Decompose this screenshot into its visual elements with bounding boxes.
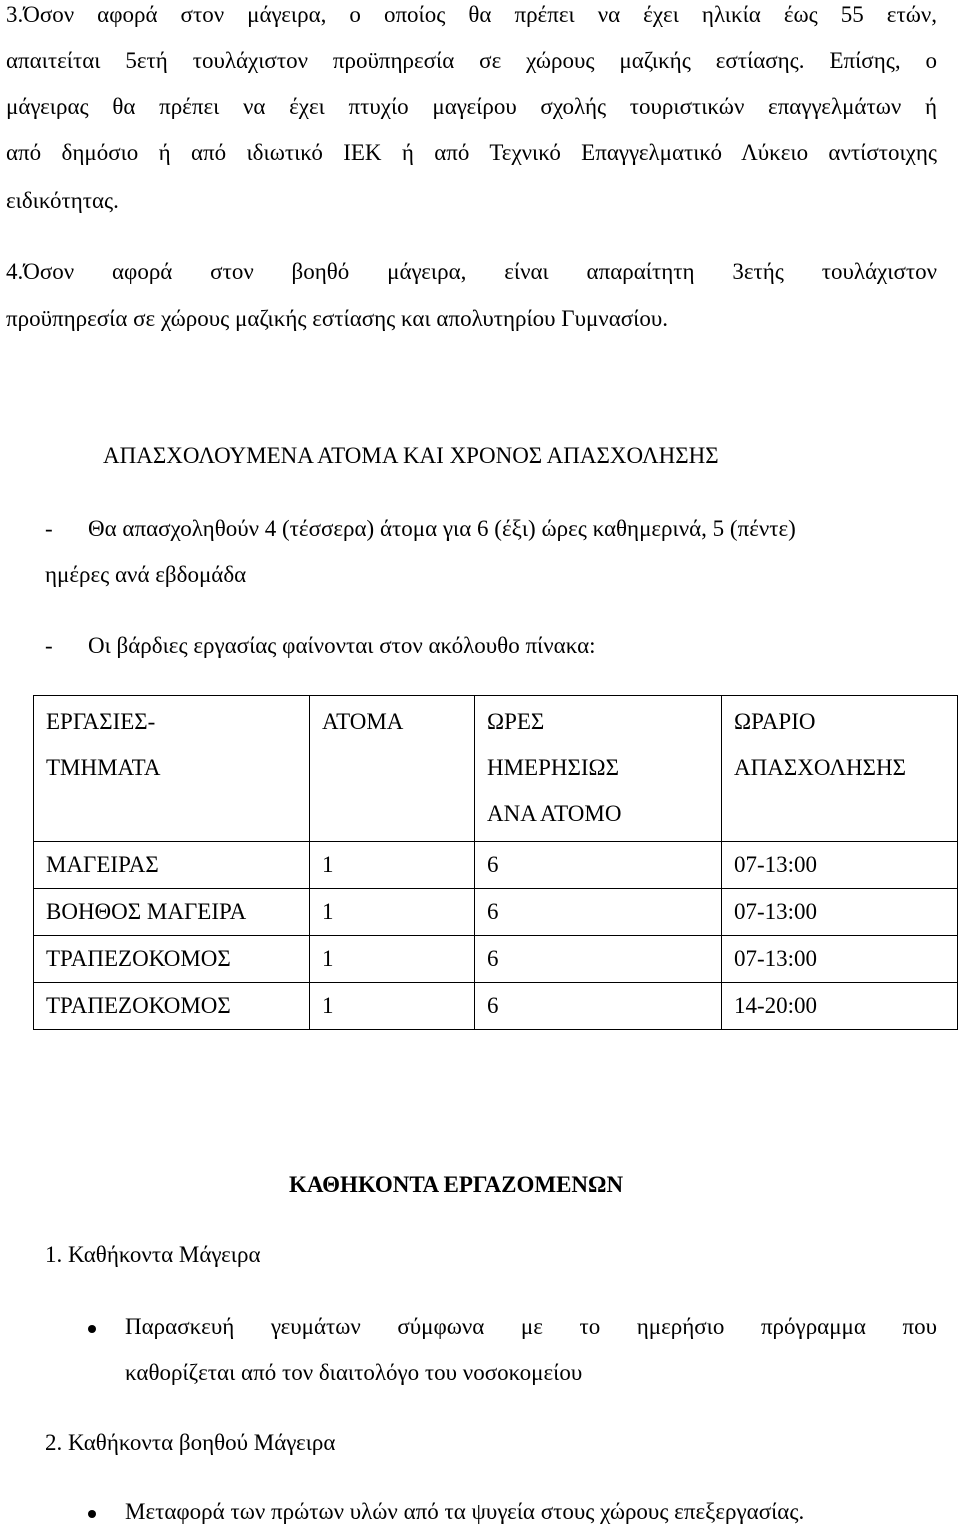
header-hours-line3: ΑΝΑ ΑΤΟΜΟ <box>487 801 622 826</box>
header-tasks-line1: ΕΡΓΑΣΙΕΣ- <box>46 709 156 734</box>
cell-persons: 1 <box>310 842 475 889</box>
cook-duties-title: 1. Καθήκοντα Μάγειρα <box>45 1242 261 1267</box>
section3-line4: από δημόσιο ή από ιδιωτικό ΙΕΚ ή από Τεχνικό Επαγγελματικό Λύκειο αντίστοιχης <box>6 140 937 165</box>
cell-hours: 6 <box>475 936 722 983</box>
cell-role: ΤΡΑΠΕΖΟΚΟΜΟΣ <box>34 983 310 1030</box>
cell-role: ΤΡΑΠΕΖΟΚΟΜΟΣ <box>34 936 310 983</box>
section3-line3: μάγειρας θα πρέπει να έχει πτυχίο μαγείρου σχολής τουριστικών επαγγελμάτων ή <box>6 94 937 119</box>
section3-line2: απαιτείται 5ετή τουλάχιστον προϋπηρεσία σε χώρους μαζικής εστίασης. Επίσης, ο <box>6 48 937 73</box>
cook-bullet-line2: καθορίζεται από τον διαιτολόγο του νοσοκομείου <box>125 1360 583 1385</box>
employment-item1-line1: Θα απασχοληθούν 4 (τέσσερα) άτομα για 6 (έξι) ώρες καθημερινά, 5 (πέντε) <box>88 516 796 541</box>
header-tasks-line2: ΤΜΗΜΑΤΑ <box>46 755 161 780</box>
dash-marker-2: - <box>45 633 53 658</box>
bullet-icon <box>88 1325 96 1333</box>
header-persons: ΑΤΟΜΑ <box>322 709 404 734</box>
duties-heading: ΚΑΘΗΚΟΝΤΑ ΕΡΓΑΖΟΜΕΝΩΝ <box>289 1172 624 1197</box>
cell-persons: 1 <box>310 983 475 1030</box>
cook-bullet-line1: Παρασκευή γευμάτων σύμφωνα με το ημερήσιο πρόγραμμα που <box>125 1314 937 1339</box>
cell-schedule: 14-20:00 <box>722 983 958 1030</box>
employment-heading: ΑΠΑΣΧΟΛΟΥΜΕΝΑ ΑΤΟΜΑ ΚΑΙ ΧΡΟΝΟΣ ΑΠΑΣΧΟΛΗΣΗΣ <box>103 443 719 468</box>
table-row <box>34 842 958 889</box>
cell-role: ΒΟΗΘΟΣ ΜΑΓΕΙΡΑ <box>34 889 310 936</box>
table-header-row <box>34 696 958 842</box>
employment-item1-line2: ημέρες ανά εβδομάδα <box>45 562 247 587</box>
section3-line1: 3.Όσον αφορά στον μάγειρα, ο οποίος θα πρέπει να έχει ηλικία έως 55 ετών, <box>6 2 937 27</box>
header-schedule-line2: ΑΠΑΣΧΟΛΗΣΗΣ <box>734 755 907 780</box>
cell-schedule: 07-13:00 <box>722 936 958 983</box>
shifts-table <box>33 695 958 1030</box>
dash-marker-1: - <box>45 516 53 541</box>
table-row <box>34 983 958 1030</box>
cell-persons: 1 <box>310 936 475 983</box>
table-row <box>34 936 958 983</box>
header-schedule-line1: ΩΡΑΡΙΟ <box>734 709 816 734</box>
section3-line5: ειδικότητας. <box>6 188 119 213</box>
header-cell-hours <box>475 696 722 842</box>
cell-role: ΜΑΓΕΙΡΑΣ <box>34 842 310 889</box>
employment-item2: Οι βάρδιες εργασίας φαίνονται στον ακόλουθο πίνακα: <box>88 633 596 658</box>
cell-hours: 6 <box>475 983 722 1030</box>
cell-persons: 1 <box>310 889 475 936</box>
header-cell-tasks <box>34 696 310 842</box>
assistant-bullet: Μεταφορά των πρώτων υλών από τα ψυγεία στους χώρους επεξεργασίας. <box>125 1499 805 1524</box>
header-cell-schedule <box>722 696 958 842</box>
cell-schedule: 07-13:00 <box>722 889 958 936</box>
cell-schedule: 07-13:00 <box>722 842 958 889</box>
bullet-icon <box>88 1510 96 1518</box>
cell-hours: 6 <box>475 889 722 936</box>
section4-line1: 4.Όσον αφορά στον βοηθό μάγειρα, είναι απαραίτητη 3ετής τουλάχιστον <box>6 259 937 284</box>
assistant-duties-title: 2. Καθήκοντα βοηθού Μάγειρα <box>45 1430 336 1455</box>
header-hours-line2: ΗΜΕΡΗΣΙΩΣ <box>487 755 620 780</box>
header-cell-persons <box>310 696 475 842</box>
header-hours-line1: ΩΡΕΣ <box>487 709 545 734</box>
cell-hours: 6 <box>475 842 722 889</box>
table-row <box>34 889 958 936</box>
section4-line2: προϋπηρεσία σε χώρους μαζικής εστίασης και απολυτηρίου Γυμνασίου. <box>6 306 668 331</box>
